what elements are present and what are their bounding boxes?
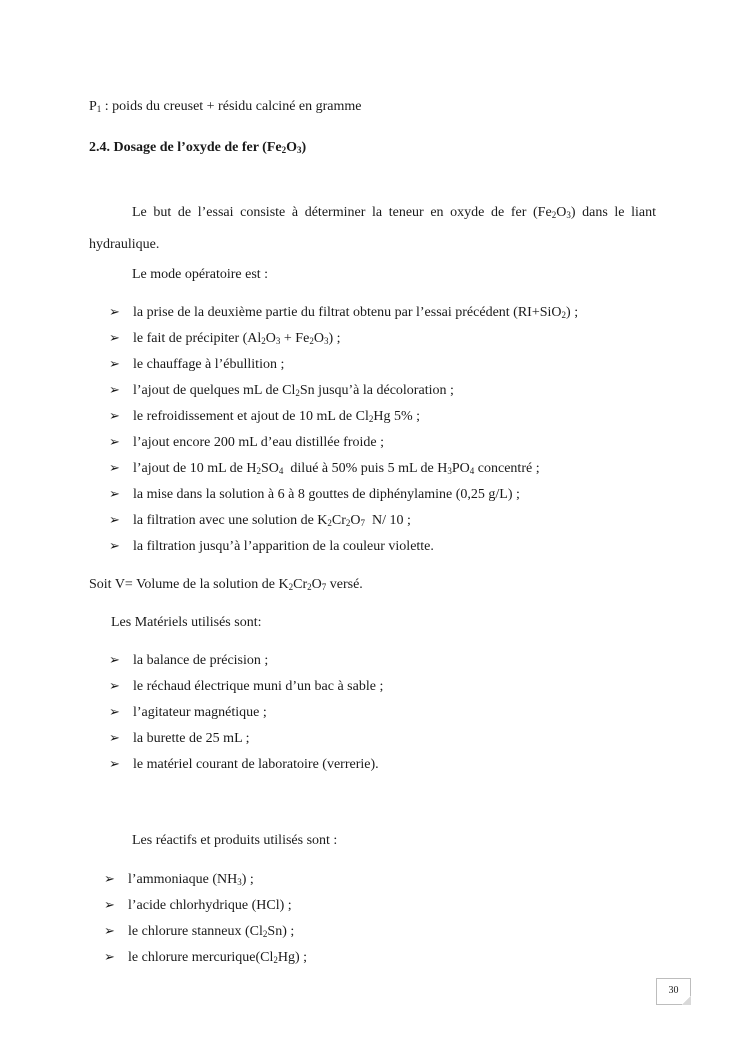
arrowhead-bullet-icon: ➢ <box>109 679 120 694</box>
arrowhead-bullet-icon: ➢ <box>109 731 120 746</box>
arrowhead-bullet-icon: ➢ <box>109 383 120 398</box>
arrowhead-bullet-icon: ➢ <box>109 305 120 320</box>
arrowhead-bullet-icon: ➢ <box>109 705 120 720</box>
list-item: ➢ le matériel courant de laboratoire (verrerie). <box>109 757 379 772</box>
list-item: ➢ la filtration avec une solution de $K_2Cr_2O_7$ N/ 10 ; <box>109 513 411 528</box>
page-number: 30 <box>656 978 691 1005</box>
list-item: ➢ le chlorure stanneux $(Cl_2Sn)$ ; <box>104 924 295 939</box>
arrowhead-bullet-icon: ➢ <box>109 409 120 424</box>
list-item: ➢ le fait de précipiter $(Al_2O_3 + Fe_2O_3)$ ; <box>109 331 341 346</box>
arrowhead-bullet-icon: ➢ <box>104 898 115 913</box>
section-heading: 2.4. Dosage de l’oxyde de fer $(Fe_2O_3)$ <box>89 140 307 155</box>
arrowhead-bullet-icon: ➢ <box>109 653 120 668</box>
list-item: ➢ la prise de la deuxième partie du filtrat obtenu par l’essai précédent (RI+SiO$_2$) ; <box>109 305 579 320</box>
arrowhead-bullet-icon: ➢ <box>109 513 120 528</box>
arrowhead-bullet-icon: ➢ <box>109 461 120 476</box>
procedure-title: Le mode opératoire est : <box>132 267 269 282</box>
list-item: ➢ la mise dans la solution à 6 à 8 gouttes de diphénylamine (0,25 g/L) ; <box>109 487 520 502</box>
reagents-title: Les réactifs et produits utilisés sont : <box>132 833 338 848</box>
arrowhead-bullet-icon: ➢ <box>109 357 120 372</box>
arrowhead-bullet-icon: ➢ <box>104 924 115 939</box>
list-item: ➢ l’ajout de 10 mL de $H_2SO_4$ dilué à 50% puis 5 mL de $H_3PO_4$ concentré ; <box>109 461 540 476</box>
intro-paragraph: Le but de l’essai consiste à déterminer la teneur en oxyde de fer $(Fe_2O_3)$ dans le liant hydraulique. <box>89 205 657 252</box>
arrowhead-bullet-icon: ➢ <box>104 950 115 965</box>
list-item: ➢ le réchaud électrique muni d’un bac à sable ; <box>109 679 384 694</box>
list-item: ➢ l’agitateur magnétique ; <box>109 705 267 720</box>
materials-title: Les Matériels utilisés sont: <box>111 615 262 630</box>
list-item: ➢ la burette de 25 mL ; <box>109 731 250 746</box>
list-item: ➢ le refroidissement et ajout de 10 mL de $Cl_2Hg$ 5% ; <box>109 409 421 424</box>
arrowhead-bullet-icon: ➢ <box>109 331 120 346</box>
arrowhead-bullet-icon: ➢ <box>109 757 120 772</box>
arrowhead-bullet-icon: ➢ <box>109 539 120 554</box>
list-item: ➢ la balance de précision ; <box>109 653 269 668</box>
p1-definition: $P_1$ : poids du creuset + résidu calciné en gramme <box>89 99 362 114</box>
arrowhead-bullet-icon: ➢ <box>109 487 120 502</box>
list-item: ➢ le chauffage à l’ébullition ; <box>109 357 285 372</box>
list-item: ➢ l’ajout de quelques mL de $Cl_2Sn$ jusqu’à la décoloration ; <box>109 383 454 398</box>
list-item: ➢ l’ajout encore 200 mL d’eau distillée froide ; <box>109 435 385 450</box>
list-item: ➢ le chlorure $mercurique(Cl_2Hg)$ ; <box>104 950 308 965</box>
list-item: ➢ l’acide chlorhydrique (HCl) ; <box>104 898 292 913</box>
arrowhead-bullet-icon: ➢ <box>109 435 120 450</box>
list-item: ➢ l’ammoniaque $(NH_3)$ ; <box>104 872 254 887</box>
arrowhead-bullet-icon: ➢ <box>104 872 115 887</box>
volume-definition: Soit V= Volume de la solution de $K_2Cr_2O_7$ versé. <box>89 577 363 592</box>
list-item: ➢ la filtration jusqu’à l’apparition de la couleur violette. <box>109 539 434 554</box>
